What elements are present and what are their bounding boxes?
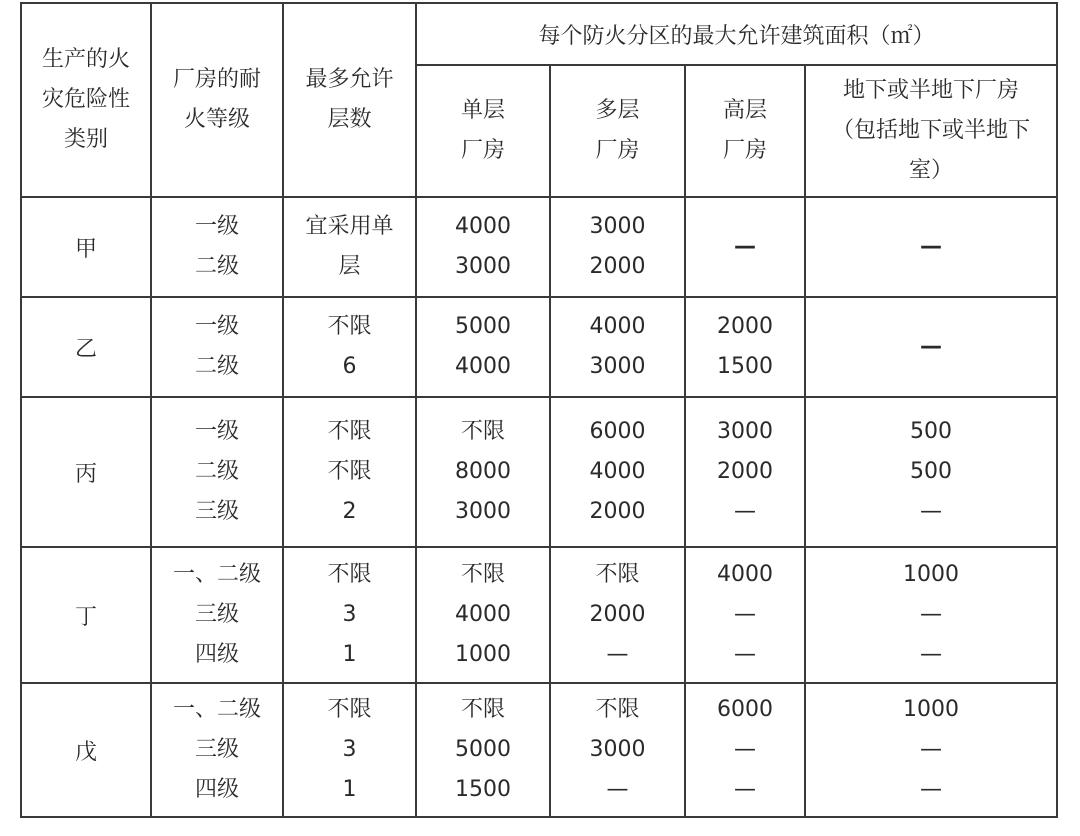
- header-multi-floor: [550, 65, 685, 197]
- high-rise-value: —: [734, 642, 756, 667]
- header-underground-line: 室）: [908, 158, 953, 183]
- fire-compartment-table: [20, 2, 1058, 818]
- single-floor-value: 不限: [460, 419, 505, 444]
- header-max-floors-line: 层数: [327, 107, 372, 132]
- header-multi-floor-line: 多层: [595, 98, 640, 123]
- single-floor-value: 5000: [455, 737, 511, 762]
- fire-rating-cell: [151, 297, 283, 397]
- table-body: [21, 197, 1057, 817]
- max-floors-cell: [283, 197, 416, 297]
- header-area-group: [416, 3, 1057, 65]
- max-floors-cell: [283, 397, 416, 547]
- fire-rating-cell: [151, 547, 283, 683]
- header-multi-floor-line: 厂房: [595, 138, 640, 163]
- multi-floor-value: 2000: [589, 602, 646, 627]
- fire-rating-value: 三级: [194, 602, 239, 627]
- multi-floor-cell: [550, 397, 685, 547]
- table-row: [21, 683, 1057, 817]
- multi-floor-cell: [550, 547, 685, 683]
- table-row: [21, 297, 1057, 397]
- max-floors-cell: [283, 683, 416, 817]
- fire-rating-cell: [151, 683, 283, 817]
- category-label: 丙: [74, 461, 97, 487]
- underground-value: —: [920, 642, 942, 667]
- high-rise-value: 6000: [717, 697, 773, 722]
- header-category-line: 生产的火: [41, 47, 130, 72]
- max-floors-value: 不限: [327, 562, 372, 587]
- multi-floor-cell: [550, 297, 685, 397]
- high-rise-cell: [685, 297, 805, 397]
- category-cell: [21, 683, 151, 817]
- header-high-rise-line: 高层: [722, 98, 767, 123]
- multi-floor-value: 3000: [589, 354, 646, 379]
- single-floor-cell: [416, 297, 550, 397]
- fire-rating-value: 三级: [194, 499, 239, 524]
- max-floors-value: 不限: [327, 459, 372, 484]
- underground-value: 1000: [903, 697, 959, 722]
- high-rise-cell: [685, 197, 805, 297]
- header-single-floor: [416, 65, 550, 197]
- single-floor-value: 1500: [455, 777, 511, 802]
- high-rise-cell: [685, 683, 805, 817]
- high-rise-value: 2000: [717, 459, 773, 484]
- single-floor-value: 5000: [455, 314, 511, 339]
- single-floor-value: 4000: [455, 214, 511, 239]
- high-rise-value: 4000: [717, 562, 773, 587]
- underground-value: —: [920, 602, 942, 627]
- high-rise-cell: [685, 397, 805, 547]
- category-label: 甲: [74, 236, 97, 262]
- single-floor-value: 3000: [455, 499, 511, 524]
- high-rise-value: —: [734, 777, 756, 802]
- multi-floor-value: 6000: [589, 419, 646, 444]
- fire-rating-value: 一级: [194, 419, 239, 444]
- fire-rating-value: 一级: [194, 314, 239, 339]
- max-floors-cell: [283, 297, 416, 397]
- category-cell: [21, 397, 151, 547]
- max-floors-cell: [283, 547, 416, 683]
- underground-value: —: [920, 777, 942, 802]
- header-fire-rating: [151, 3, 283, 197]
- single-floor-cell: [416, 397, 550, 547]
- category-cell: [21, 197, 151, 297]
- high-rise-value: —: [734, 602, 756, 627]
- multi-floor-value: 3000: [589, 214, 646, 239]
- fire-rating-value: 二级: [194, 254, 239, 279]
- fire-rating-value: 二级: [194, 354, 239, 379]
- underground-cell: [805, 683, 1057, 817]
- underground-cell: [805, 197, 1057, 297]
- multi-floor-value: 4000: [589, 459, 646, 484]
- max-floors-value: 层: [338, 254, 361, 279]
- underground-value: —: [920, 737, 942, 762]
- fire-rating-cell: [151, 397, 283, 547]
- table-header: [21, 3, 1057, 197]
- single-floor-cell: [416, 683, 550, 817]
- category-cell: [21, 547, 151, 683]
- single-floor-value: 不限: [460, 697, 505, 722]
- max-floors-value: 不限: [327, 419, 372, 444]
- header-single-floor-line: 单层: [460, 98, 505, 123]
- single-floor-value: 4000: [455, 602, 511, 627]
- multi-floor-value: 3000: [589, 737, 646, 762]
- max-floors-value: 1: [342, 642, 357, 667]
- fire-rating-value: 三级: [194, 737, 239, 762]
- multi-floor-value: 不限: [595, 562, 640, 587]
- max-floors-value: 2: [342, 499, 357, 524]
- multi-floor-value: —: [606, 642, 629, 667]
- header-high-rise-line: 厂房: [722, 138, 767, 163]
- multi-floor-value: —: [606, 777, 629, 802]
- high-rise-value: 2000: [717, 314, 773, 339]
- header-underground: [805, 65, 1057, 197]
- high-rise-value: 1500: [717, 354, 773, 379]
- header-single-floor-line: 厂房: [460, 138, 505, 163]
- single-floor-value: 1000: [455, 642, 511, 667]
- underground-value: 500: [910, 419, 952, 444]
- max-floors-value: 宜采用单: [305, 214, 394, 239]
- multi-floor-cell: [550, 197, 685, 297]
- header-fire-rating-line: 火等级: [183, 107, 250, 132]
- category-label: 戊: [74, 739, 97, 765]
- single-floor-value: 8000: [455, 459, 511, 484]
- max-floors-value: 6: [342, 354, 357, 379]
- header-category-line: 灾危险性: [41, 87, 130, 112]
- high-rise-cell: [685, 547, 805, 683]
- underground-value: —: [920, 499, 942, 524]
- underground-cell: [805, 397, 1057, 547]
- header-fire-rating-line: 厂房的耐: [172, 67, 261, 92]
- high-rise-value: —: [734, 234, 756, 259]
- high-rise-value: —: [734, 499, 756, 524]
- underground-cell: [805, 547, 1057, 683]
- header-max-floors: [283, 3, 416, 197]
- underground-value: 500: [910, 459, 952, 484]
- table-row: [21, 547, 1057, 683]
- multi-floor-value: 2000: [589, 254, 646, 279]
- header-category-line: 类别: [63, 127, 108, 152]
- multi-floor-value: 不限: [595, 697, 640, 722]
- header-area-group-title: 每个防火分区的最大允许建筑面积（㎡）: [538, 23, 935, 49]
- fire-rating-value: 一级: [194, 214, 239, 239]
- single-floor-cell: [416, 197, 550, 297]
- single-floor-value: 3000: [455, 254, 511, 279]
- fire-rating-value: 一、二级: [172, 562, 261, 587]
- max-floors-value: 1: [342, 777, 357, 802]
- fire-rating-value: 一、二级: [172, 697, 261, 722]
- category-label: 丁: [74, 604, 97, 630]
- multi-floor-value: 2000: [589, 499, 646, 524]
- high-rise-value: 3000: [717, 419, 773, 444]
- max-floors-value: 3: [342, 602, 357, 627]
- high-rise-value: —: [734, 737, 756, 762]
- category-label: 乙: [74, 336, 97, 362]
- header-underground-line: 地下或半地下厂房: [842, 78, 1019, 103]
- underground-value: —: [920, 234, 942, 259]
- fire-rating-value: 四级: [194, 642, 239, 667]
- single-floor-value: 不限: [460, 562, 505, 587]
- fire-rating-cell: [151, 197, 283, 297]
- max-floors-value: 3: [342, 737, 357, 762]
- underground-value: —: [920, 334, 942, 359]
- fire-rating-value: 四级: [194, 777, 239, 802]
- table-row: [21, 397, 1057, 547]
- category-cell: [21, 297, 151, 397]
- header-category: [21, 3, 151, 197]
- table-container: [20, 2, 1058, 818]
- single-floor-cell: [416, 547, 550, 683]
- multi-floor-value: 4000: [589, 314, 646, 339]
- fire-rating-value: 二级: [194, 459, 239, 484]
- table-row: [21, 197, 1057, 297]
- single-floor-value: 4000: [455, 354, 511, 379]
- max-floors-value: 不限: [327, 697, 372, 722]
- header-underground-line: （包括地下或半地下: [831, 118, 1030, 143]
- multi-floor-cell: [550, 683, 685, 817]
- underground-value: 1000: [903, 562, 959, 587]
- underground-cell: [805, 297, 1057, 397]
- max-floors-value: 不限: [327, 314, 372, 339]
- header-high-rise: [685, 65, 805, 197]
- header-max-floors-line: 最多允许: [305, 67, 394, 92]
